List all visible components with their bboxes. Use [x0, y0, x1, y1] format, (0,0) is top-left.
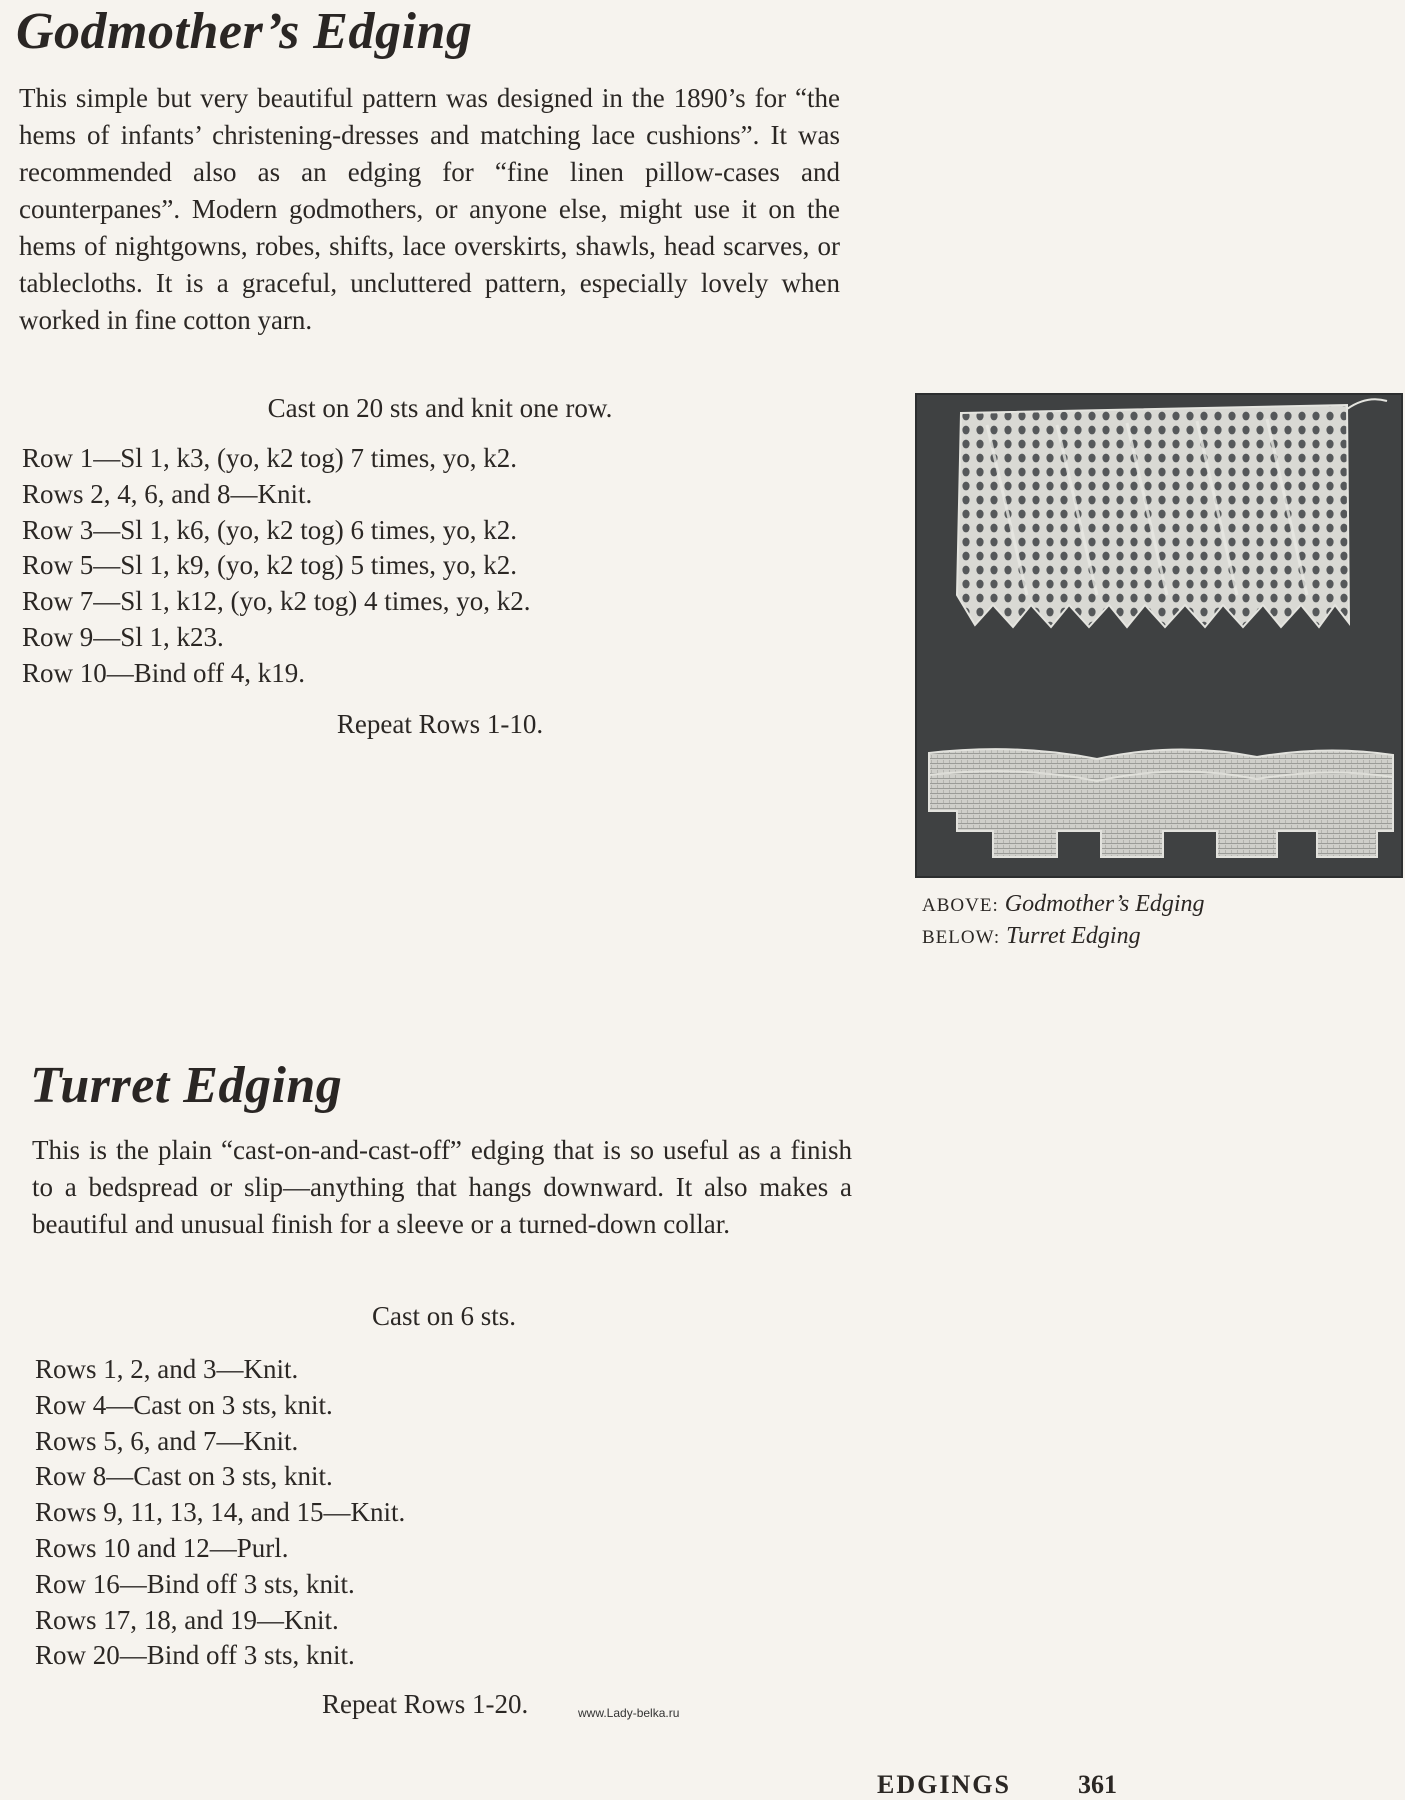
page-number: 361 [1078, 1770, 1117, 1799]
turret-cast-on: Cast on 6 sts. [371, 1301, 517, 1331]
turret-row: Row 4—Cast on 3 sts, knit. [35, 1389, 333, 1420]
turret-row: Rows 5, 6, and 7—Knit. [35, 1425, 299, 1456]
turret-row: Rows 1, 2, and 3—Knit. [35, 1354, 299, 1384]
turret-row: Rows 10 and 12—Purl. [35, 1532, 289, 1563]
godmother-row: Row 5—Sl 1, k9, (yo, k2 tog) 5 times, yo, k2. [22, 550, 518, 581]
turret-repeat: Repeat Rows 1-20. [322, 1689, 529, 1719]
lace-swatches-image [917, 395, 1401, 876]
caption-above-text: Godmother’s Edging [1004, 891, 1205, 917]
godmother-row: Row 1—Sl 1, k3, (yo, k2 tog) 7 times, yo, k2. [22, 443, 518, 473]
turret-row-list [35, 1352, 405, 1674]
turret-row: Row 16—Bind off 3 sts, knit. [35, 1568, 355, 1599]
godmother-row: Row 10—Bind off 4, k19. [22, 657, 306, 688]
turret-row: Row 20—Bind off 3 sts, knit. [35, 1640, 355, 1671]
turret-intro: This is the plain “cast-on-and-cast-off” edging that is so useful as a finish to a bedspread or slip—anything that hangs downward. It also makes a beautiful and unusual finish for a sleeve or a turned-down collar. [32, 1135, 852, 1239]
watermark-link[interactable]: www.Lady-belka.ru [578, 1706, 680, 1720]
running-footer-section: EDGINGS [877, 1770, 1011, 1799]
turret-title: Turret Edging [30, 1057, 343, 1114]
godmother-repeat: Repeat Rows 1-10. [336, 709, 544, 739]
godmother-cast-on: Cast on 20 sts and knit one row. [267, 393, 613, 423]
caption-below-label: BELOW: [922, 927, 1001, 948]
turret-row: Rows 9, 11, 13, 14, and 15—Knit. [35, 1497, 406, 1528]
godmother-row-list [22, 441, 531, 692]
photo-caption [922, 889, 1205, 953]
godmother-row: Row 9—Sl 1, k23. [22, 621, 224, 652]
godmother-row: Row 7—Sl 1, k12, (yo, k2 tog) 4 times, yo, k2. [22, 586, 531, 617]
turret-swatch [929, 749, 1393, 857]
caption-below-text: Turret Edging [1006, 923, 1141, 949]
turret-row: Row 8—Cast on 3 sts, knit. [35, 1461, 333, 1492]
godmother-row: Rows 2, 4, 6, and 8—Knit. [22, 478, 313, 509]
godmother-intro: This simple but very beautiful pattern was designed in the 1890’s for “the hems of infants’ christening-dresses and matching lace cushions”. It was recommended also as an edging for “fine linen pillow-cases and counterpanes”. Modern godmothers, or anyone else, might use it on the hems of nightgowns, robes, shifts, lace overskirts, shawls, head scarves, or tablecloths. It is a graceful, uncluttered pattern, especially lovely when worked in fine cotton yarn. [19, 83, 840, 335]
caption-above-label: ABOVE: [922, 895, 999, 916]
godmother-title: Godmother’s Edging [16, 3, 473, 60]
godmother-row: Row 3—Sl 1, k6, (yo, k2 tog) 6 times, yo, k2. [22, 514, 518, 545]
turret-row: Rows 17, 18, and 19—Knit. [35, 1604, 339, 1635]
lace-photo [915, 393, 1403, 878]
